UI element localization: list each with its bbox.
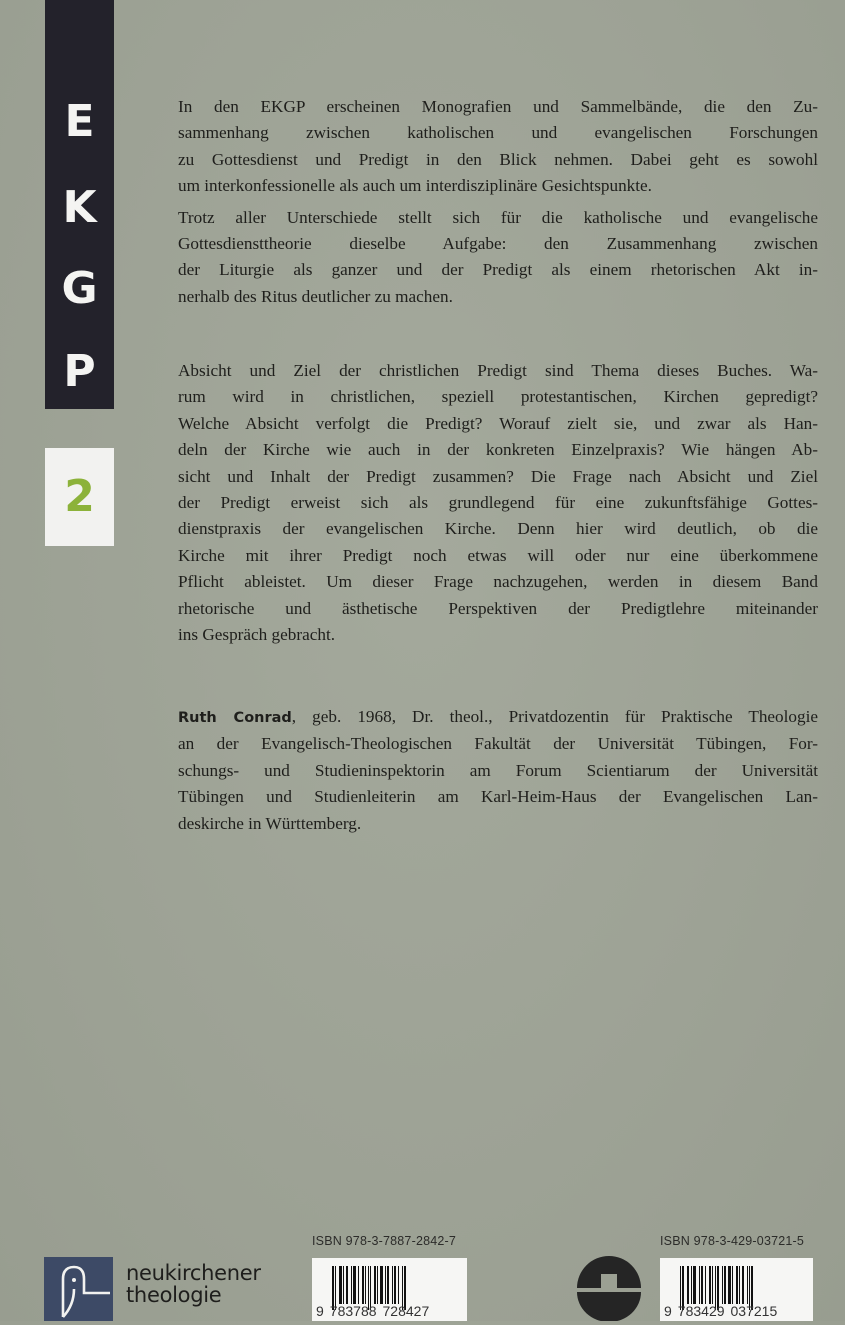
author-bio: [178, 704, 818, 837]
book-description: [178, 358, 818, 648]
volume-number: 2: [64, 471, 95, 522]
author-name: Ruth Conrad: [178, 710, 292, 726]
barcode-neukirchener: [312, 1258, 467, 1321]
text-line: Pflicht ableistet. Um dieser Frage nachzugehen, werden in diesem Band: [178, 572, 818, 592]
series-letter-p: P: [63, 346, 96, 397]
isbn-second-publisher: ISBN 978-3-429-03721-5: [660, 1234, 805, 1248]
series-letter-k: K: [62, 182, 97, 233]
text-line: dienstpraxis der evangelischen Kirche. Denn hier wird deutlich, ob die: [178, 519, 818, 539]
text-line: Tübingen und Studienleiterin am Karl-Heim-Haus der Evangelischen Lan-: [178, 787, 818, 807]
text-line: deln der Kirche wie auch in der konkreten Einzelpraxis? Wie hängen Ab-: [178, 440, 818, 460]
barcode-digits: 9 783429 037215: [664, 1303, 778, 1319]
barcode-digits: 9 783788 728427: [316, 1303, 430, 1319]
text-line: der Liturgie als ganzer und der Predigt als einem rhetorischen Akt in-: [178, 260, 818, 280]
text-line: [178, 704, 818, 731]
text-line: an der Evangelisch-Theologischen Fakultät der Universität Tübingen, For-: [178, 734, 818, 754]
neukirchener-wordmark: [126, 1262, 261, 1306]
neukirchener-logo: [44, 1257, 113, 1321]
text-line: Kirche mit ihrer Predigt noch etwas will oder nur eine überkommene: [178, 545, 818, 565]
series-letter-g: G: [61, 263, 98, 314]
series-label-bar: [45, 0, 114, 409]
publisher-name-line-2: theologie: [126, 1283, 222, 1307]
text-line: In den EKGP erscheinen Monografien und Sammelbände, die den Zu-: [178, 97, 818, 116]
text-line: zu Gottesdienst und Predigt in den Blick nehmen. Dabei geht es sowohl: [178, 149, 818, 169]
barcode-second-publisher: [660, 1258, 813, 1321]
barcode-bars: [332, 1266, 407, 1304]
series-description: [178, 94, 818, 310]
text-line: Absicht und Ziel der christlichen Predigt sind Thema dieses Buches. Wa-: [178, 361, 818, 380]
isbn-neukirchener: ISBN 978-3-7887-2842-7: [312, 1234, 457, 1248]
text-line: nerhalb des Ritus deutlicher zu machen.: [178, 286, 453, 306]
author-bio-paragraph: [178, 704, 818, 837]
text-line: Trotz aller Unterschiede stellt sich für die katholische und evangelische: [178, 207, 818, 227]
series-paragraph-1: [178, 94, 818, 200]
author-bio-first-line: , geb. 1968, Dr. theol., Privatdozentin für Praktische Theologie: [291, 707, 818, 726]
volume-number-box: [45, 448, 114, 546]
text-line: ins Gespräch gebracht.: [178, 625, 336, 645]
text-line: Welche Absicht verfolgt die Predigt? Worauf zielt sie, und zwar als Han-: [178, 413, 818, 433]
text-line: um interkonfessionelle als auch um interdisziplinäre Gesichtspunkte.: [178, 176, 652, 196]
publisher-round-logo-icon: [573, 1252, 645, 1321]
text-line: rum wird in christlichen, speziell protestantischen, Kirchen gepredigt?: [178, 387, 818, 407]
publisher-name-line-1: neukirchener: [126, 1261, 261, 1285]
text-line: sicht und Inhalt der Predigt zusammen? Die Frage nach Absicht und Ziel: [178, 466, 818, 486]
series-paragraph-2: [178, 205, 818, 311]
book-description-paragraph: [178, 358, 818, 648]
bird-icon: [44, 1257, 113, 1321]
text-line: rhetorische und ästhetische Perspektiven der Predigtlehre miteinander: [178, 598, 818, 618]
text-line: schungs- und Studieninspektorin am Forum Scientiarum der Universität: [178, 760, 818, 780]
text-line: deskirche in Württemberg.: [178, 813, 362, 833]
barcode-bars: [680, 1266, 754, 1304]
text-line: Gottesdiensttheorie dieselbe Aufgabe: den Zusammenhang zwischen: [178, 234, 818, 254]
text-line: der Predigt erweist sich als grundlegend für eine zukunftsfähige Gottes-: [178, 493, 818, 513]
text-line: sammenhang zwischen katholischen und evangelischen Forschungen: [178, 123, 818, 143]
series-letter-e: E: [64, 96, 95, 147]
